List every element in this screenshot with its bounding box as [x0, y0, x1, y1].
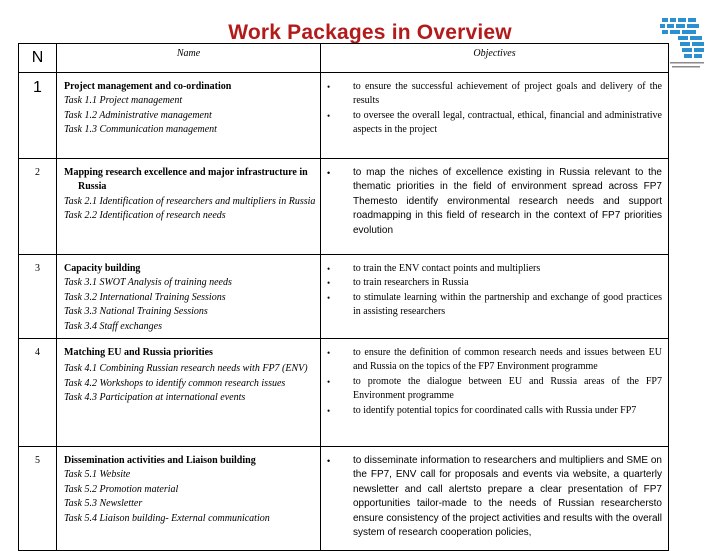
- task-item: Task 5.1 Website: [64, 469, 131, 481]
- task-item: Task 2.2 Identification of research needs: [64, 210, 226, 222]
- wp-name-cell: [57, 339, 321, 447]
- slide-title: Work Packages in Overview: [228, 21, 512, 44]
- bullet-icon: •: [327, 456, 331, 467]
- objective-item: • to train researchers in Russia: [327, 276, 662, 290]
- objectives-cell: [321, 73, 669, 159]
- objective-item: • to identify potential topics for coordinated calls with Russia under FP7: [327, 404, 662, 418]
- task-item: Task 4.2 Workshops to identify common research issues: [64, 377, 286, 389]
- task-item: Task 1.2 Administrative management: [64, 109, 212, 121]
- wp-name-cell: [57, 255, 321, 339]
- task-item: Task 3.4 Staff exchanges: [64, 320, 162, 332]
- objective-item: • to oversee the overall legal, contractual, ethical, financial and administrative aspects in the project: [327, 109, 662, 136]
- bullet-icon: •: [327, 292, 331, 303]
- objective-item: • to map the niches of excellence existing in Russia relevant to the thematic priorities in the field of environment spread across FP7 Themesto identify environmental research needs and support roadmapping in this field of research in the context of FP7 priorities evolution: [327, 167, 662, 236]
- table-row: [19, 447, 669, 551]
- task-item: Task 3.2 International Training Sessions: [64, 291, 226, 303]
- wp-number: 2: [19, 159, 57, 255]
- header-objectives: Objectives: [321, 44, 669, 73]
- task-item: Task 5.4 Liaison building- External communication: [64, 512, 270, 524]
- task-item: Task 2.1 Identification of researchers and multipliers in Russia: [64, 195, 316, 207]
- wp-number: 5: [19, 447, 57, 551]
- bullet-icon: •: [327, 168, 331, 178]
- work-packages-table: [18, 43, 669, 551]
- task-item: Task 1.1 Project management: [64, 95, 183, 107]
- bullet-icon: •: [327, 264, 331, 274]
- table-row: [19, 159, 669, 255]
- objectives-cell: [321, 159, 669, 255]
- objective-item: • to train the ENV contact points and multipliers: [327, 262, 662, 276]
- objective-item: • to ensure the successful achievement of project goals and delivery of the results: [327, 81, 662, 107]
- task-item: Task 5.3 Newsletter: [64, 498, 143, 510]
- wp-number: 3: [19, 255, 57, 339]
- objective-item: • to stimulate learning within the partnership and exchange of good practices in assisting researchers: [327, 291, 662, 318]
- bullet-icon: •: [327, 348, 331, 359]
- task-item: Task 3.3 National Training Sessions: [64, 306, 208, 318]
- table-header-row: [19, 44, 669, 73]
- bullet-icon: •: [327, 376, 331, 387]
- bullet-icon: •: [327, 82, 331, 92]
- objective-item: • to disseminate information to researchers and multipliers and SME on the FP7, ENV call for proposals and events via website, a quarterly newsletter and call alertsto prepare a clear presentation of FP7 opportunities tailor-made to the needs of Russian researchersto ensure consistency of the project activities and results with the overall system of research cooperation policies,: [327, 455, 662, 539]
- table-row: [19, 73, 669, 159]
- header-name: Name: [57, 44, 321, 73]
- objectives-cell: [321, 339, 669, 447]
- task-item: Task 4.1 Combining Russian research needs with FP7 (ENV): [64, 363, 308, 375]
- task-item: Task 5.2 Promotion material: [64, 483, 179, 495]
- wp-title: Dissemination activities and Liaison building: [64, 455, 256, 467]
- wp-name-cell: [57, 159, 321, 255]
- wp-title: Mapping research excellence and major infrastructure in Russia: [64, 167, 308, 193]
- wp-number: 1: [19, 73, 57, 159]
- task-item: Task 3.1 SWOT Analysis of training needs: [64, 277, 232, 289]
- wp-number: 4: [19, 339, 57, 447]
- header-number: N: [19, 44, 57, 73]
- wp-name-cell: [57, 447, 321, 551]
- objective-item: • to ensure the definition of common research needs and issues between EU and Russia on the topics of the FP7 Environment programme: [327, 347, 662, 373]
- bullet-icon: •: [327, 278, 331, 289]
- objectives-cell: [321, 447, 669, 551]
- table-row: [19, 339, 669, 447]
- wp-title: Matching EU and Russia priorities: [64, 347, 213, 359]
- table-row: [19, 255, 669, 339]
- bullet-icon: •: [327, 405, 331, 416]
- task-item: Task 4.3 Participation at international events: [64, 392, 246, 404]
- objective-item: • to promote the dialogue between EU and Russia areas of the FP7 Environment programme: [327, 375, 662, 402]
- wp-title: Capacity building: [64, 263, 141, 274]
- wp-title: Project management and co-ordination: [64, 81, 232, 92]
- bullet-icon: •: [327, 110, 331, 121]
- task-item: Task 1.3 Communication management: [64, 124, 217, 136]
- wp-name-cell: [57, 73, 321, 159]
- objectives-cell: [321, 255, 669, 339]
